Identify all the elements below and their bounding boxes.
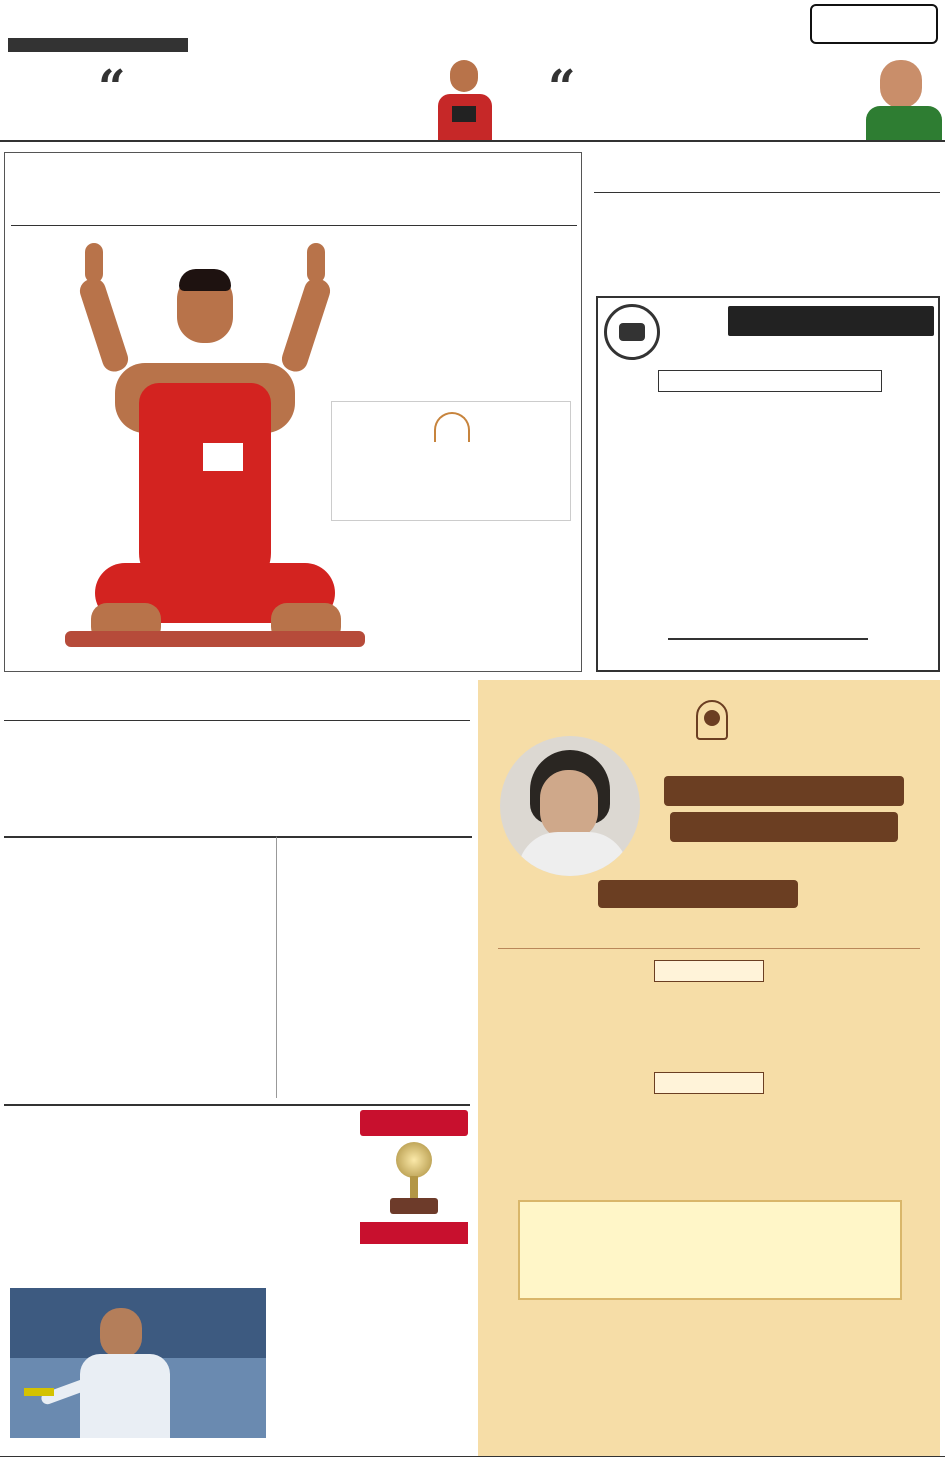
sankalpa-ad: [478, 680, 940, 1456]
ad-subtitle: [670, 812, 898, 842]
quotes-strip: [0, 56, 945, 142]
trophy-icon: [380, 1142, 448, 1216]
quote-icon: “: [98, 60, 126, 116]
lead-story: [4, 152, 582, 672]
cultural-box: [518, 1200, 902, 1300]
request-subtitle: [658, 370, 882, 392]
lehmann-photo: [866, 56, 942, 140]
coach-photo: [10, 1288, 266, 1438]
lead-col-6: [463, 533, 575, 665]
ad-side-code: [922, 1300, 934, 1440]
hockey-text: [44, 1166, 354, 1286]
masthead: [0, 0, 945, 52]
barabati-story: [594, 152, 940, 292]
coa-story: [276, 836, 472, 1098]
hockey-squad: [272, 1288, 468, 1456]
issue-date: [8, 38, 188, 52]
chief-guest-label: [654, 960, 764, 982]
lead-col-1: [13, 261, 73, 523]
worldcup-badge: [360, 1110, 468, 1136]
hockey-story: [4, 1104, 470, 1456]
lead-col-5: [357, 533, 457, 665]
defeat-text: [8, 882, 270, 1096]
railway-bullets: [604, 400, 934, 600]
meeting-label: [598, 880, 798, 908]
countdown-badge: [360, 1222, 468, 1244]
vijay-story: [4, 680, 470, 828]
railway-url[interactable]: [668, 638, 868, 640]
odisha-emblem-icon: [692, 700, 732, 748]
jersey-logo: [203, 443, 243, 471]
quote-icon-2: “: [548, 60, 576, 116]
lead-col-4: [439, 233, 575, 393]
festival-logo: [331, 401, 571, 521]
vijay-text: [8, 726, 468, 826]
munro-photo: [432, 56, 496, 140]
ad-title: [664, 776, 904, 806]
coa-text: [281, 894, 471, 1096]
railway-ad: [596, 296, 940, 672]
speaker-label: [654, 1072, 764, 1094]
vigilance-title: [728, 306, 934, 336]
railway-brand: [643, 290, 732, 378]
leader-portrait: [500, 736, 640, 876]
wrestler-photo: [75, 233, 355, 653]
barabati-text: [594, 198, 940, 290]
section-label: [810, 4, 938, 44]
